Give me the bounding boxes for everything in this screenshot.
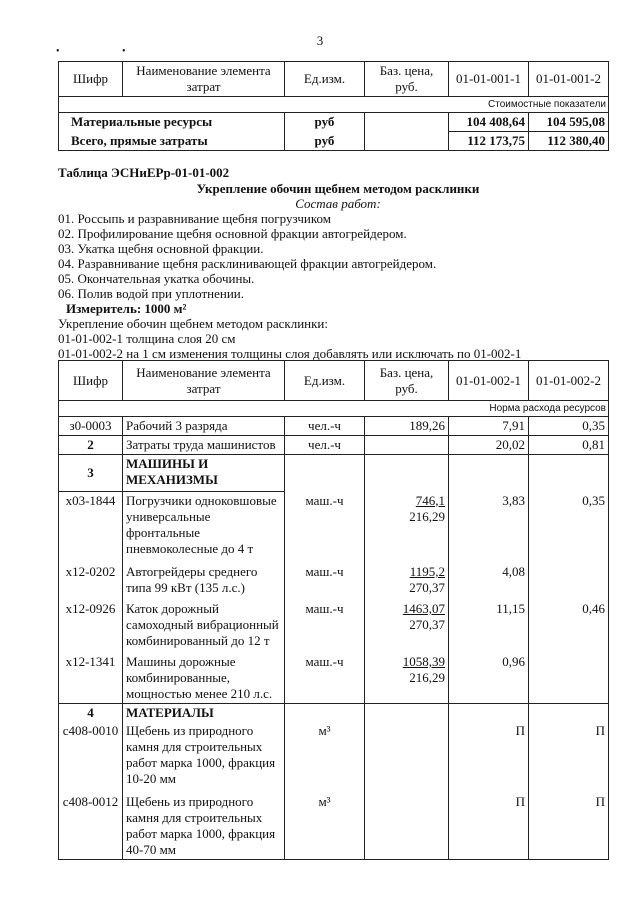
row-code: х12-1341: [59, 650, 123, 704]
row-name: Машины дорожные комбинированные, мощностью менее 210 л.с.: [123, 650, 285, 704]
table-row: [59, 650, 609, 704]
section-materials: [59, 704, 609, 723]
row-price: [365, 650, 449, 704]
row-price: [365, 597, 449, 650]
row-code: х03-1844: [59, 492, 123, 559]
table-row: [59, 788, 609, 860]
section-number: 4: [59, 704, 123, 723]
row-name: Погрузчики одноковшовые универсальные фронтальные пневмоколесные до 4 т: [123, 492, 285, 559]
row-value-1: 112 173,75: [449, 132, 529, 151]
price-base: 270,37: [409, 617, 445, 632]
header-unit: Ед.изм.: [285, 361, 365, 401]
table-row: [59, 492, 609, 559]
row-code: х12-0926: [59, 597, 123, 650]
row-value-2: [529, 558, 609, 597]
row-value-1: 0,96: [449, 650, 529, 704]
work-step: 01. Россыпь и разравнивание щебня погрузчиком: [58, 211, 331, 226]
header-col2: 01-01-002-2: [529, 361, 609, 401]
table-row: [59, 558, 609, 597]
row-name: Материальные ресурсы: [59, 113, 285, 132]
row-value-2: 0,46: [529, 597, 609, 650]
row-code: с408-0012: [59, 788, 123, 860]
row-value-2: П: [529, 788, 609, 860]
row-name: Рабочий 3 разряда: [123, 417, 285, 436]
description-line: 01-01-002-1 толщина слоя 20 см: [58, 331, 236, 346]
row-value-1: П: [449, 722, 529, 788]
row-unit: маш.-ч: [285, 558, 365, 597]
section-heading: Укрепление обочин щебнем методом расклинки: [196, 181, 480, 196]
row-value-2: 112 380,40: [529, 132, 609, 151]
row-unit: маш.-ч: [285, 492, 365, 559]
header-name: Наименование элемента затрат: [123, 62, 285, 97]
row-value-1: П: [449, 788, 529, 860]
row-name: Щебень из природного камня для строительных работ марка 1000, фракция 10-20 мм: [123, 722, 285, 788]
section-machines: [59, 455, 609, 492]
row-unit: м³: [285, 788, 365, 860]
row-price: [365, 132, 449, 151]
row-value-1: 11,15: [449, 597, 529, 650]
table-row: [59, 722, 609, 788]
row-name: Автогрейдеры среднего типа 99 кВт (135 л.с.): [123, 558, 285, 597]
price-base: 216,29: [409, 508, 445, 524]
price-current: 1058,39: [402, 654, 445, 669]
table-row: [59, 113, 609, 132]
row-unit: чел.-ч: [285, 417, 365, 436]
header-code: Шифр: [59, 62, 123, 97]
table-title: Таблица ЭСНиЕРр-01-01-002: [58, 165, 230, 180]
page-number: 3: [316, 33, 324, 48]
row-code: з0-0003: [59, 417, 123, 436]
table-row: [59, 132, 609, 151]
section-number: 3: [59, 455, 123, 492]
work-step: 05. Окончательная укатка обочины.: [58, 271, 255, 286]
section-title: МАШИНЫ И МЕХАНИЗМЫ: [123, 455, 285, 492]
row-code: 2: [59, 436, 123, 455]
table-row: [59, 417, 609, 436]
row-value-2: 0,35: [529, 492, 609, 559]
work-step: 02. Профилирование щебня основной фракции автогрейдером.: [58, 226, 407, 241]
header-col1: 01-01-002-1: [449, 361, 529, 401]
row-value-1: 7,91: [449, 417, 529, 436]
row-unit: руб: [285, 113, 365, 132]
price-current: 746,1: [415, 492, 445, 508]
description-line: 01-01-002-2 на 1 см изменения толщины слоя добавлять или исключать по 01-002-1: [58, 346, 522, 361]
row-value-2: П: [529, 722, 609, 788]
description-line: Укрепление обочин щебнем методом расклинки:: [58, 316, 328, 331]
row-value-2: 104 595,08: [529, 113, 609, 132]
table-row: [59, 597, 609, 650]
header-col1: 01-01-001-1: [449, 62, 529, 97]
resource-table-01-01-002: [58, 360, 609, 860]
composition-label: Состав работ:: [295, 196, 381, 211]
row-name: Щебень из природного камня для строительных работ марка 1000, фракция 40-70 мм: [123, 788, 285, 860]
row-code: х12-0202: [59, 558, 123, 597]
row-name: Затраты труда машинистов: [123, 436, 285, 455]
row-unit: маш.-ч: [285, 597, 365, 650]
row-price: [365, 113, 449, 132]
row-price: [365, 558, 449, 597]
row-unit: руб: [285, 132, 365, 151]
section-title: МАТЕРИАЛЫ: [123, 704, 285, 723]
row-name: Всего, прямые затраты: [59, 132, 285, 151]
measure-unit: Измеритель: 1000 м²: [66, 301, 187, 316]
row-price: 189,26: [365, 417, 449, 436]
header-col2: 01-01-001-2: [529, 62, 609, 97]
header-price: Баз. цена, руб.: [365, 361, 449, 401]
row-value-1: 3,83: [449, 492, 529, 559]
subheader-norm: Норма расхода ресурсов: [59, 401, 609, 417]
row-value-2: 0,81: [529, 436, 609, 455]
section-text: [58, 165, 618, 361]
row-unit: маш.-ч: [285, 650, 365, 704]
price-base: 216,29: [409, 670, 445, 685]
cost-table-01-01-001: [58, 61, 609, 151]
header-name: Наименование элемента затрат: [123, 361, 285, 401]
work-step: 06. Полив водой при уплотнении.: [58, 286, 245, 301]
price-current: 1195,2: [409, 564, 445, 579]
header-price: Баз. цена, руб.: [365, 62, 449, 97]
row-unit: м³: [285, 722, 365, 788]
header-code: Шифр: [59, 361, 123, 401]
work-step: 04. Разравнивание щебня расклинивающей фракции автогрейдером.: [58, 256, 437, 271]
row-value-1: 104 408,64: [449, 113, 529, 132]
row-code: с408-0010: [59, 722, 123, 788]
row-price: [365, 492, 449, 559]
row-unit: чел.-ч: [285, 436, 365, 455]
row-price: [365, 436, 449, 455]
row-value-1: 20,02: [449, 436, 529, 455]
work-step: 03. Укатка щебня основной фракции.: [58, 241, 264, 256]
price-base: 270,37: [409, 580, 445, 595]
row-name: Каток дорожный самоходный вибрационный комбинированный до 12 т: [123, 597, 285, 650]
row-value-2: [529, 650, 609, 704]
table-row: [59, 436, 609, 455]
subheader-cost: Стоимостные показатели: [59, 97, 609, 113]
price-current: 1463,07: [402, 601, 445, 616]
row-value-1: 4,08: [449, 558, 529, 597]
row-value-2: 0,35: [529, 417, 609, 436]
scan-marks: • •: [56, 46, 156, 57]
header-unit: Ед.изм.: [285, 62, 365, 97]
